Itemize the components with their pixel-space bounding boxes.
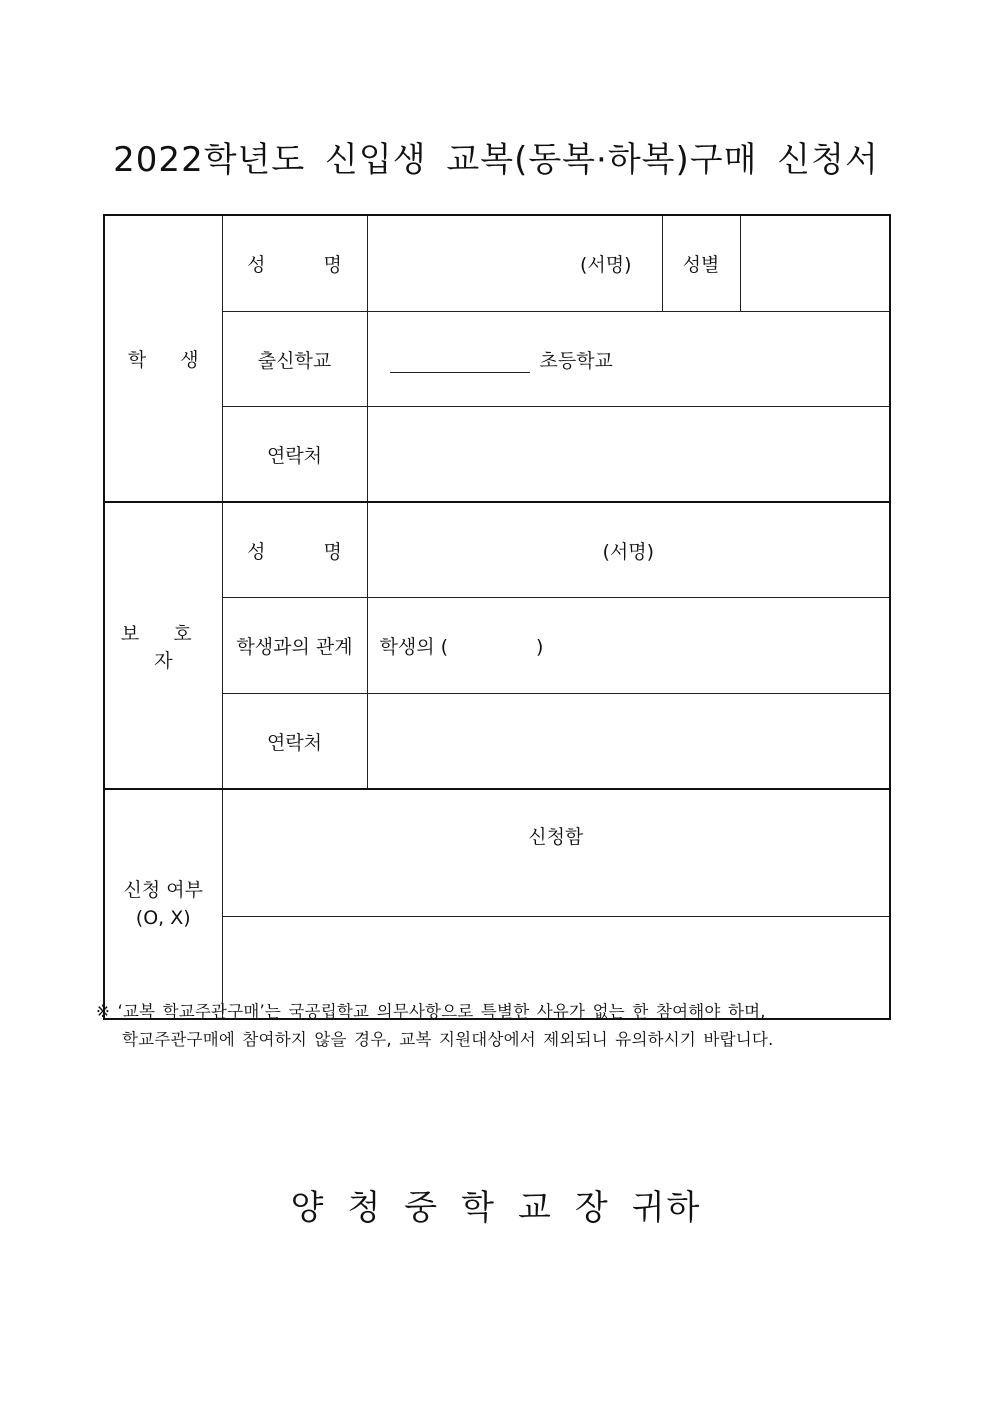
student-school-label: 출신학교 (257, 349, 332, 372)
student-name-label-cell (222, 215, 367, 312)
notice-text (96, 998, 896, 1054)
notice-line-2: 학교주관구매에 참여하지 않을 경우, 교복 지원대상에서 제외되니 유의하시기 바랍니다. (122, 1030, 774, 1049)
student-school-row (104, 312, 890, 407)
notice-line-1: ※ ‘교복 학교주관구매’는 국공립학교 의무사항으로 특별한 사유가 없는 한 참여해야 하며, (96, 1002, 766, 1021)
guardian-contact-label: 연락처 (266, 731, 323, 754)
application-option-cell (222, 789, 890, 917)
student-school-label-cell (222, 312, 367, 407)
student-contact-label-cell (222, 407, 367, 503)
student-school-field[interactable] (367, 312, 890, 407)
document-title: 2022학년도 신입생 교복(동복·하복)구매 신청서 (113, 140, 879, 180)
student-name-label: 성 명 (247, 254, 368, 276)
guardian-relation-suffix: ) (536, 636, 544, 658)
guardian-relation-label: 학생과의 관계 (236, 636, 353, 658)
guardian-group-label: 보 호 자 (120, 622, 206, 672)
student-group-label: 학 생 (127, 349, 213, 371)
application-form-table (103, 214, 891, 1020)
student-gender-label-cell (662, 215, 740, 312)
student-contact-field[interactable] (367, 407, 890, 503)
closing-addressee (0, 1184, 992, 1232)
guardian-contact-field[interactable] (367, 694, 890, 790)
student-contact-row (104, 407, 890, 503)
application-option-label: 신청함 (528, 826, 584, 848)
student-name-field[interactable] (367, 215, 662, 312)
guardian-name-label: 성 명 (247, 540, 368, 563)
closing-suffix: 귀하 (631, 1188, 702, 1228)
guardian-signature-mark: (서명) (602, 540, 655, 563)
guardian-relation-field[interactable] (367, 598, 890, 694)
guardian-name-label-cell (222, 502, 367, 598)
guardian-relation-label-cell (222, 598, 367, 694)
guardian-relation-prefix: 학생의 ( (379, 636, 449, 658)
school-name-blank[interactable] (390, 352, 530, 373)
student-school-suffix: 초등학교 (539, 349, 613, 372)
student-gender-label: 성별 (682, 254, 720, 276)
guardian-name-field[interactable] (367, 502, 890, 598)
student-contact-label: 연락처 (266, 444, 323, 467)
closing-school-name: 양청중학교장 (290, 1188, 632, 1228)
application-option-row (104, 789, 890, 917)
student-gender-field[interactable] (740, 215, 890, 312)
student-name-row (104, 215, 890, 312)
application-label-cell (104, 789, 222, 1019)
guardian-contact-label-cell (222, 694, 367, 790)
student-group-label-cell (104, 215, 222, 502)
guardian-name-row (104, 502, 890, 598)
application-label-line1: 신청 여부 (123, 879, 203, 901)
guardian-relation-row (104, 598, 890, 694)
student-signature-mark: (서명) (579, 254, 632, 276)
guardian-group-label-cell (104, 502, 222, 789)
application-label-line2: (O, X) (135, 907, 191, 929)
guardian-contact-row (104, 694, 890, 790)
